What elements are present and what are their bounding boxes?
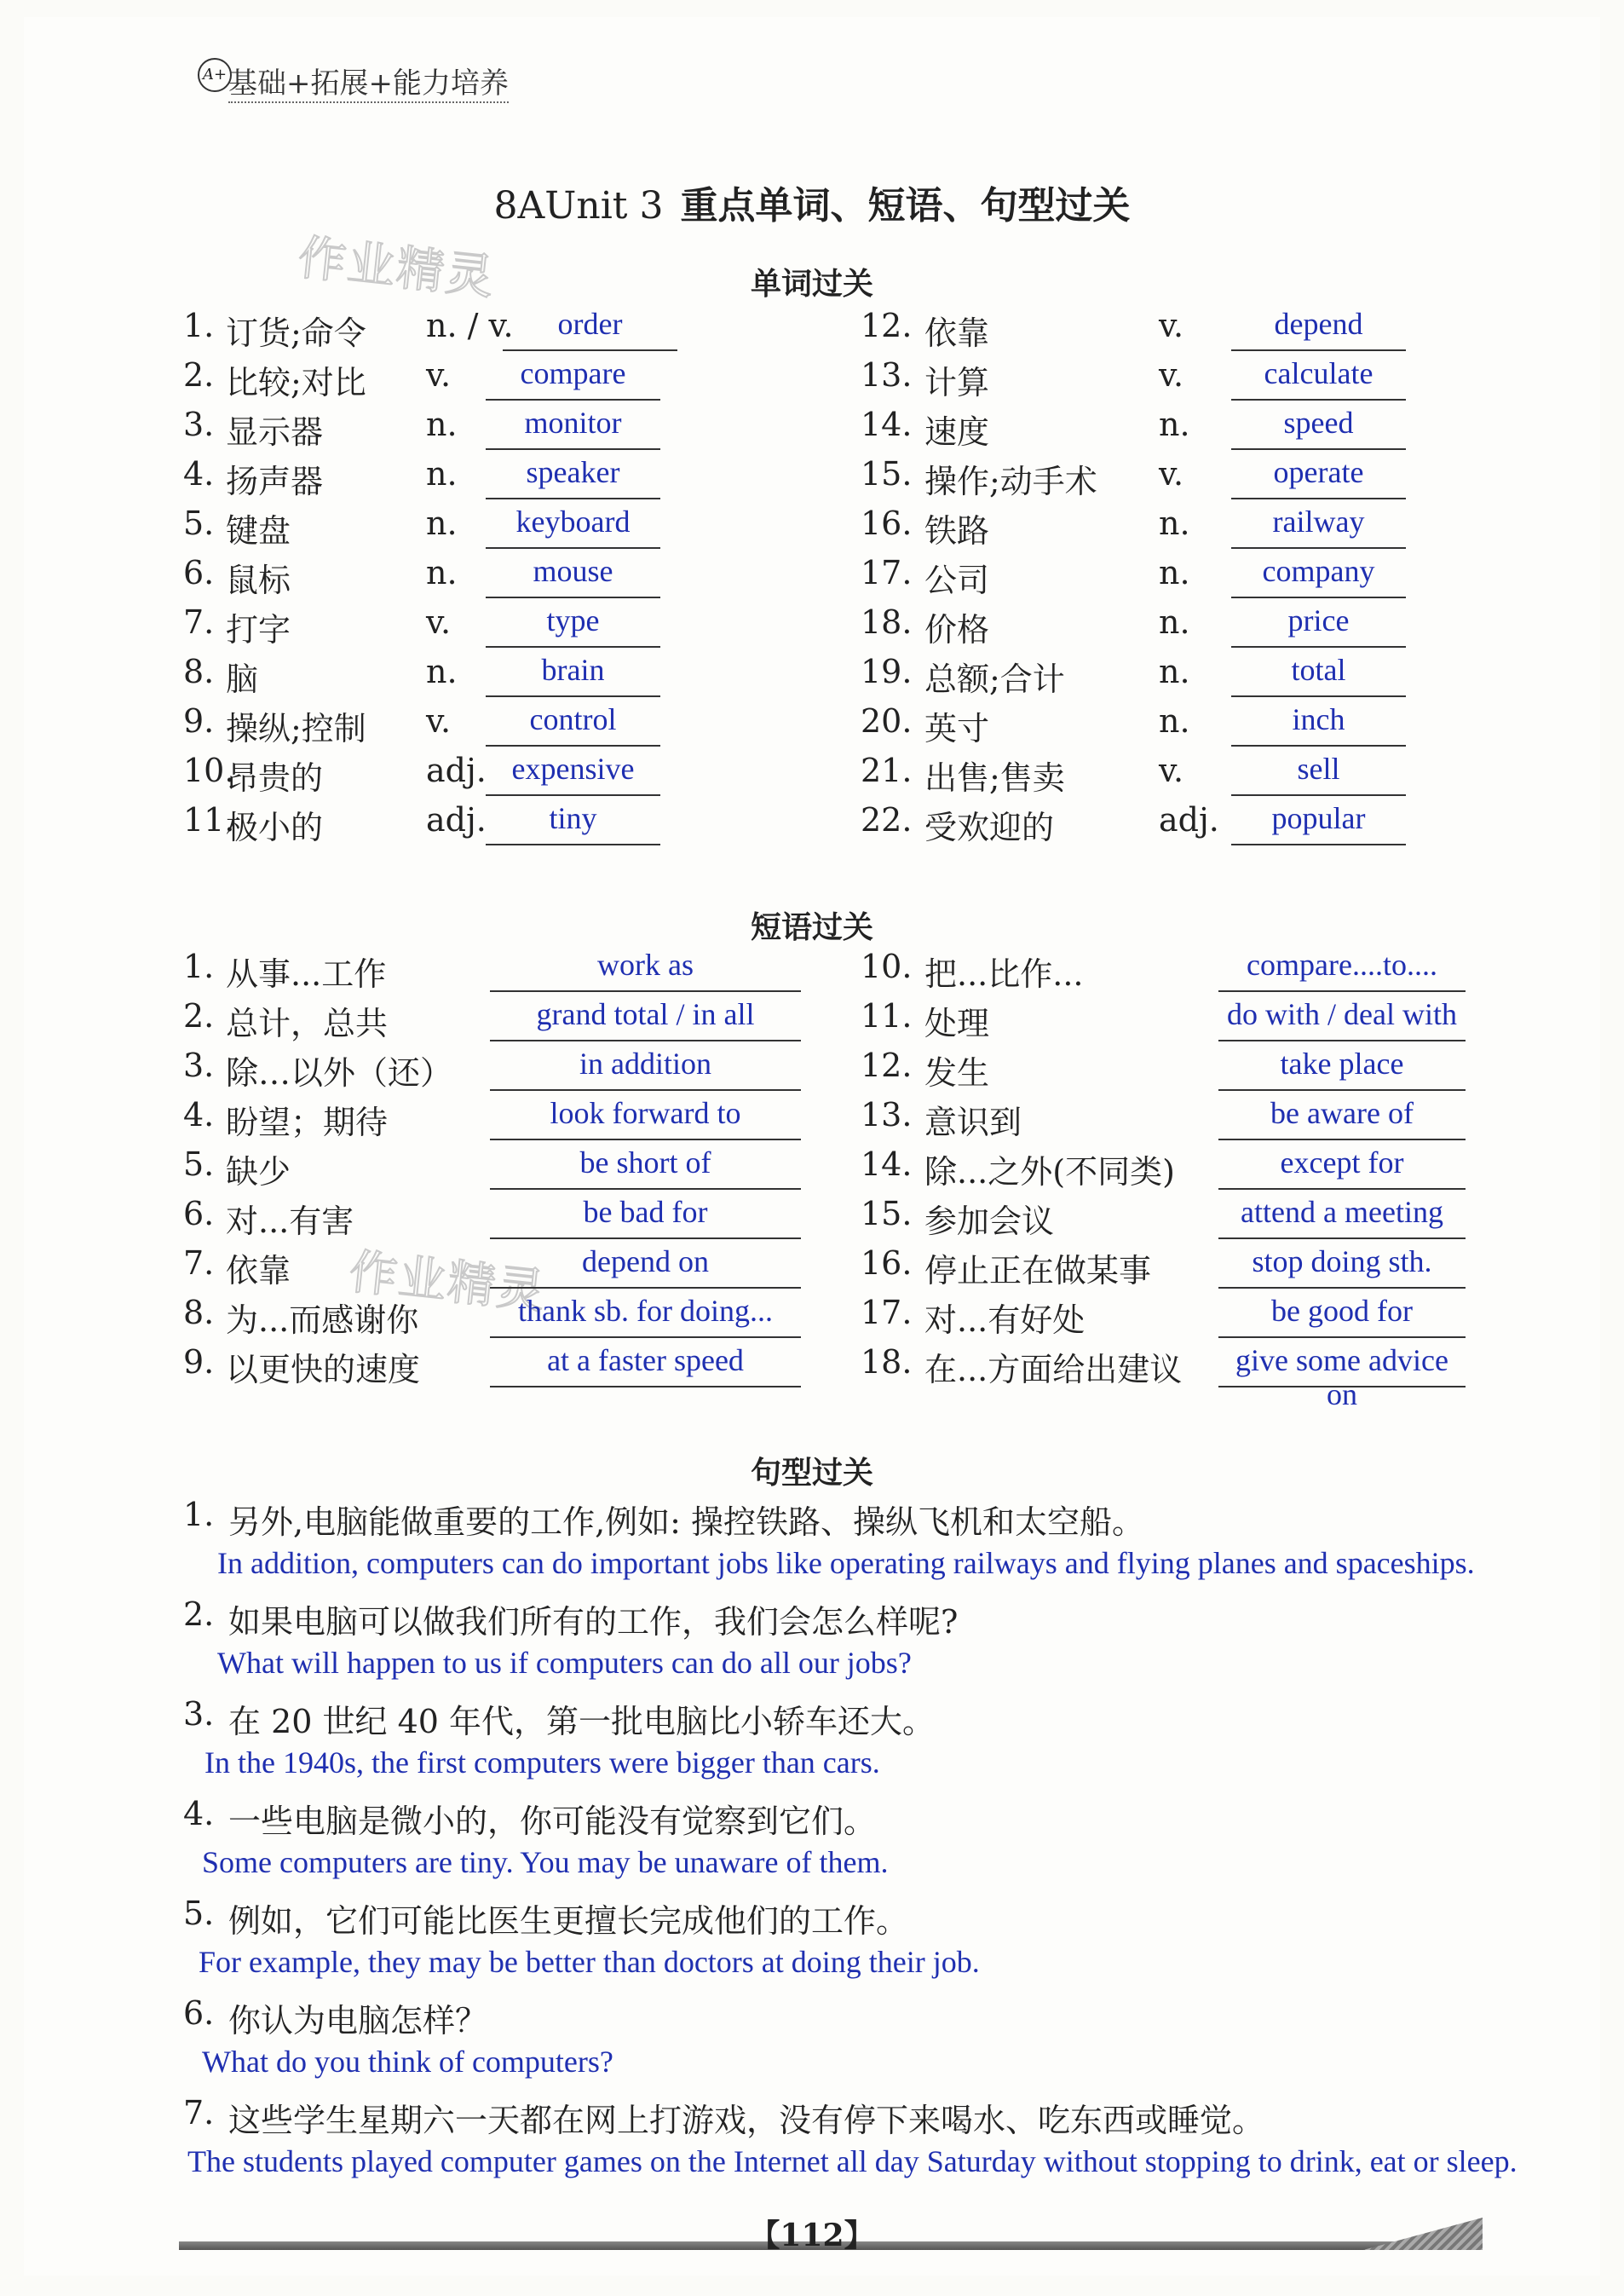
word-answer: order <box>503 307 677 351</box>
word-row <box>861 455 1457 501</box>
phrase-answer: at a faster speed <box>490 1343 801 1387</box>
phrase-answer: look forward to <box>490 1096 801 1140</box>
phrase-chinese: 对...有好处 <box>924 1301 1086 1339</box>
phrase-number: 16. <box>861 1244 913 1282</box>
word-chinese: 键盘 <box>226 512 291 550</box>
phrase-chinese: 依靠 <box>226 1252 291 1289</box>
phrase-chinese: 盼望；期待 <box>226 1104 389 1141</box>
word-number: 7. <box>183 603 215 641</box>
word-chinese: 操作;动手术 <box>924 463 1097 500</box>
page-title <box>0 175 1624 229</box>
phrase-answer: depend on <box>490 1244 801 1289</box>
sentence-number: 2. <box>183 1595 215 1633</box>
phrase-row <box>861 1294 1534 1340</box>
word-part-of-speech: v. <box>1159 356 1184 394</box>
phrase-answer: attend a meeting <box>1218 1195 1466 1239</box>
word-part-of-speech: v. <box>426 356 452 394</box>
word-answer: price <box>1231 603 1406 648</box>
phrase-row <box>183 948 856 994</box>
phrase-chinese: 参加会议 <box>924 1203 1055 1240</box>
word-part-of-speech: n. <box>426 653 458 690</box>
phrase-number: 10. <box>861 948 913 985</box>
phrase-number: 13. <box>861 1096 913 1134</box>
phrase-row <box>183 1195 856 1241</box>
phrase-chinese: 为...而感谢你 <box>226 1301 419 1339</box>
phrase-chinese: 以更快的速度 <box>226 1351 421 1388</box>
words-heading: 单词过关 <box>750 267 873 302</box>
word-part-of-speech: n. <box>1159 603 1190 641</box>
word-part-of-speech: adj. <box>1159 801 1219 839</box>
word-part-of-speech: n. <box>426 554 458 591</box>
phrase-row <box>183 1343 856 1389</box>
word-number: 14. <box>861 406 913 443</box>
word-chinese: 价格 <box>924 611 990 649</box>
phrase-number: 3. <box>183 1047 215 1084</box>
word-number: 22. <box>861 801 913 839</box>
phrase-number: 11. <box>861 997 913 1035</box>
sentence-chinese: 例如，它们可能比医生更擅长完成他们的工作。 <box>228 1902 909 1940</box>
phrase-number: 8. <box>183 1294 215 1331</box>
word-number: 2. <box>183 356 215 394</box>
word-row <box>861 653 1457 699</box>
sentence-answer: The students played computer games on the Internet all day Saturday without stopping to drink, eat or sleep. <box>187 2144 1517 2178</box>
title-cn: 重点单词、短语、句型过关 <box>680 184 1131 228</box>
phrase-chinese: 除…以外（还） <box>226 1054 453 1092</box>
sentence-number: 1. <box>183 1496 215 1533</box>
phrase-answer: thank sb. for doing... <box>490 1294 801 1338</box>
sentence-chinese: 你认为电脑怎样？ <box>228 2002 488 2039</box>
word-row <box>183 356 780 402</box>
word-number: 19. <box>861 653 913 690</box>
word-number: 9. <box>183 702 215 740</box>
phrase-row <box>861 997 1534 1043</box>
phrase-row <box>183 1047 856 1093</box>
phrase-chinese: 停止正在做某事 <box>924 1252 1152 1289</box>
phrase-row <box>183 1244 856 1290</box>
phrase-answer: compare....to.... <box>1218 948 1466 992</box>
phrase-chinese: 把...比作... <box>924 955 1084 993</box>
word-row <box>183 455 780 501</box>
watermark: 作业精灵 <box>346 1244 550 1320</box>
sentence-number: 3. <box>183 1695 215 1733</box>
word-part-of-speech: n. <box>1159 653 1190 690</box>
word-row <box>183 406 780 452</box>
word-number: 10. <box>183 752 235 789</box>
word-chinese: 操纵;控制 <box>226 710 366 747</box>
word-row <box>183 653 780 699</box>
word-answer: sell <box>1231 752 1406 796</box>
phrase-answer: be good for <box>1218 1294 1466 1338</box>
phrase-chinese: 在...方面给出建议 <box>924 1351 1183 1388</box>
phrase-row <box>861 948 1534 994</box>
word-answer: mouse <box>486 554 660 598</box>
word-number: 13. <box>861 356 913 394</box>
word-number: 17. <box>861 554 913 591</box>
word-number: 4. <box>183 455 215 493</box>
word-answer: control <box>486 702 660 747</box>
sentence-number: 4. <box>183 1795 215 1832</box>
phrase-answer: in addition <box>490 1047 801 1091</box>
sentence-number: 6. <box>183 1994 215 2032</box>
sentence-number: 7. <box>183 2094 215 2132</box>
word-answer: compare <box>486 356 660 401</box>
word-answer: speaker <box>486 455 660 499</box>
word-answer: depend <box>1231 307 1406 351</box>
word-row <box>861 406 1457 452</box>
word-number: 1. <box>183 307 215 344</box>
sentence-answer: Some computers are tiny. You may be unaware of them. <box>202 1845 889 1879</box>
word-number: 11. <box>183 801 235 839</box>
word-row <box>183 554 780 600</box>
phrase-answer: give some advice on <box>1218 1343 1466 1387</box>
word-chinese: 依靠 <box>924 314 990 352</box>
sentences-heading: 句型过关 <box>750 1456 873 1491</box>
word-chinese: 鼠标 <box>226 562 291 599</box>
word-row <box>861 356 1457 402</box>
word-number: 8. <box>183 653 215 690</box>
phrase-answer: except for <box>1218 1145 1466 1190</box>
word-number: 6. <box>183 554 215 591</box>
word-row <box>861 603 1457 649</box>
word-part-of-speech: n. <box>426 455 458 493</box>
unit-label: 8AUnit 3 <box>493 184 664 228</box>
sentence-chinese: 在 20 世纪 40 年代，第一批电脑比小轿车还大。 <box>228 1703 936 1740</box>
page-number: 【112】 <box>749 2218 875 2253</box>
word-chinese: 铁路 <box>924 512 990 550</box>
word-part-of-speech: n. <box>426 505 458 542</box>
word-answer: brain <box>486 653 660 697</box>
phrase-chinese: 处理 <box>924 1005 990 1042</box>
word-chinese: 英寸 <box>924 710 990 747</box>
word-part-of-speech: n. <box>1159 406 1190 443</box>
word-answer: expensive <box>486 752 660 796</box>
phrase-number: 2. <box>183 997 215 1035</box>
word-number: 16. <box>861 505 913 542</box>
phrase-row <box>861 1145 1534 1191</box>
phrase-number: 9. <box>183 1343 215 1381</box>
word-row <box>861 554 1457 600</box>
word-row <box>183 801 780 847</box>
word-answer: total <box>1231 653 1406 697</box>
word-chinese: 脑 <box>226 661 259 698</box>
phrase-answer: work as <box>490 948 801 992</box>
word-part-of-speech: v. <box>1159 752 1184 789</box>
word-chinese: 出售;售卖 <box>924 759 1065 797</box>
phrases-heading: 短语过关 <box>750 910 873 945</box>
watermark: 作业精灵 <box>295 230 498 306</box>
word-part-of-speech: adj. <box>426 801 487 839</box>
word-row <box>861 702 1457 748</box>
word-chinese: 订货;命令 <box>226 314 366 352</box>
phrase-number: 5. <box>183 1145 215 1183</box>
word-part-of-speech: n. <box>1159 554 1190 591</box>
word-chinese: 受欢迎的 <box>924 809 1055 846</box>
word-row <box>183 603 780 649</box>
phrase-answer: take place <box>1218 1047 1466 1091</box>
phrase-number: 12. <box>861 1047 913 1084</box>
word-answer: type <box>486 603 660 648</box>
word-chinese: 比较;对比 <box>226 364 366 401</box>
phrase-number: 17. <box>861 1294 913 1331</box>
sentence-chinese: 这些学生星期六一天都在网上打游戏，没有停下来喝水、吃东西或睡觉。 <box>228 2102 1265 2139</box>
word-number: 20. <box>861 702 913 740</box>
phrase-number: 7. <box>183 1244 215 1282</box>
word-answer: monitor <box>486 406 660 450</box>
phrase-number: 4. <box>183 1096 215 1134</box>
phrase-number: 15. <box>861 1195 913 1232</box>
word-chinese: 计算 <box>924 364 990 401</box>
word-part-of-speech: v. <box>426 603 452 641</box>
phrase-row <box>861 1047 1534 1093</box>
header-brand: 基础+拓展+能力培养 <box>228 60 509 103</box>
word-number: 18. <box>861 603 913 641</box>
word-part-of-speech: n. <box>1159 702 1190 740</box>
word-number: 3. <box>183 406 215 443</box>
word-row <box>861 752 1457 798</box>
word-answer: popular <box>1231 801 1406 845</box>
phrase-answer: be short of <box>490 1145 801 1190</box>
word-chinese: 公司 <box>924 562 990 599</box>
word-part-of-speech: adj. <box>426 752 487 789</box>
sentence-answer: In addition, computers can do important jobs like operating railways and flying planes and spaceships. <box>217 1546 1475 1580</box>
word-chinese: 总额;合计 <box>924 661 1065 698</box>
word-answer: tiny <box>486 801 660 845</box>
word-answer: inch <box>1231 702 1406 747</box>
word-answer: calculate <box>1231 356 1406 401</box>
phrase-chinese: 意识到 <box>924 1104 1022 1141</box>
word-row <box>861 505 1457 551</box>
word-number: 5. <box>183 505 215 542</box>
phrase-number: 6. <box>183 1195 215 1232</box>
word-row <box>183 505 780 551</box>
phrase-chinese: 对...有害 <box>226 1203 354 1240</box>
word-row <box>183 702 780 748</box>
sentence-number: 5. <box>183 1895 215 1932</box>
word-part-of-speech: n. <box>1159 505 1190 542</box>
word-part-of-speech: n. <box>426 406 458 443</box>
word-chinese: 打字 <box>226 611 291 649</box>
word-part-of-speech: n. / v. <box>426 307 514 344</box>
sentence-answer: In the 1940s, the first computers were bigger than cars. <box>204 1745 880 1780</box>
phrase-number: 18. <box>861 1343 913 1381</box>
word-number: 12. <box>861 307 913 344</box>
phrase-answer: be aware of <box>1218 1096 1466 1140</box>
phrase-answer: do with / deal with <box>1218 997 1466 1041</box>
word-answer: railway <box>1231 505 1406 549</box>
phrase-chinese: 从事...工作 <box>226 955 387 993</box>
phrase-row <box>183 1294 856 1340</box>
phrase-number: 1. <box>183 948 215 985</box>
word-chinese: 极小的 <box>226 809 324 846</box>
phrase-chinese: 发生 <box>924 1054 990 1092</box>
word-chinese: 扬声器 <box>226 463 324 500</box>
word-part-of-speech: v. <box>1159 307 1184 344</box>
sentence-answer: For example, they may be better than doctors at doing their job. <box>199 1945 980 1979</box>
word-row <box>861 307 1457 353</box>
phrase-number: 14. <box>861 1145 913 1183</box>
phrase-row <box>861 1096 1534 1142</box>
word-chinese: 显示器 <box>226 413 324 451</box>
phrase-row <box>183 1145 856 1191</box>
word-answer: keyboard <box>486 505 660 549</box>
word-number: 21. <box>861 752 913 789</box>
sentence-answer: What do you think of computers? <box>202 2045 613 2079</box>
word-number: 15. <box>861 455 913 493</box>
word-row <box>183 307 780 353</box>
phrase-answer: grand total / in all <box>490 997 801 1041</box>
word-row <box>183 752 780 798</box>
phrase-chinese: 除...之外(不同类) <box>924 1153 1175 1191</box>
phrase-chinese: 总计，总共 <box>226 1005 389 1042</box>
word-chinese: 昂贵的 <box>226 759 324 797</box>
phrase-row <box>183 997 856 1043</box>
phrase-row <box>861 1343 1534 1411</box>
phrase-answer: stop doing sth. <box>1218 1244 1466 1289</box>
phrase-row <box>861 1195 1534 1241</box>
word-chinese: 速度 <box>924 413 990 451</box>
phrase-row <box>183 1096 856 1142</box>
phrase-chinese: 缺少 <box>226 1153 291 1191</box>
word-answer: operate <box>1231 455 1406 499</box>
phrase-answer: be bad for <box>490 1195 801 1239</box>
sentence-answer: What will happen to us if computers can do all our jobs? <box>217 1646 912 1680</box>
word-answer: company <box>1231 554 1406 598</box>
sentence-chinese: 一些电脑是微小的，你可能没有觉察到它们。 <box>228 1803 877 1840</box>
word-part-of-speech: v. <box>1159 455 1184 493</box>
phrase-row <box>861 1244 1534 1290</box>
sentence-chinese: 如果电脑可以做我们所有的工作，我们会怎么样呢? <box>228 1603 959 1641</box>
brand-logo-icon: A+ <box>198 58 232 92</box>
word-row <box>861 801 1457 847</box>
sentence-chinese: 另外,电脑能做重要的工作,例如: 操控铁路、操纵飞机和太空船。 <box>228 1503 1145 1541</box>
word-part-of-speech: v. <box>426 702 452 740</box>
word-answer: speed <box>1231 406 1406 450</box>
